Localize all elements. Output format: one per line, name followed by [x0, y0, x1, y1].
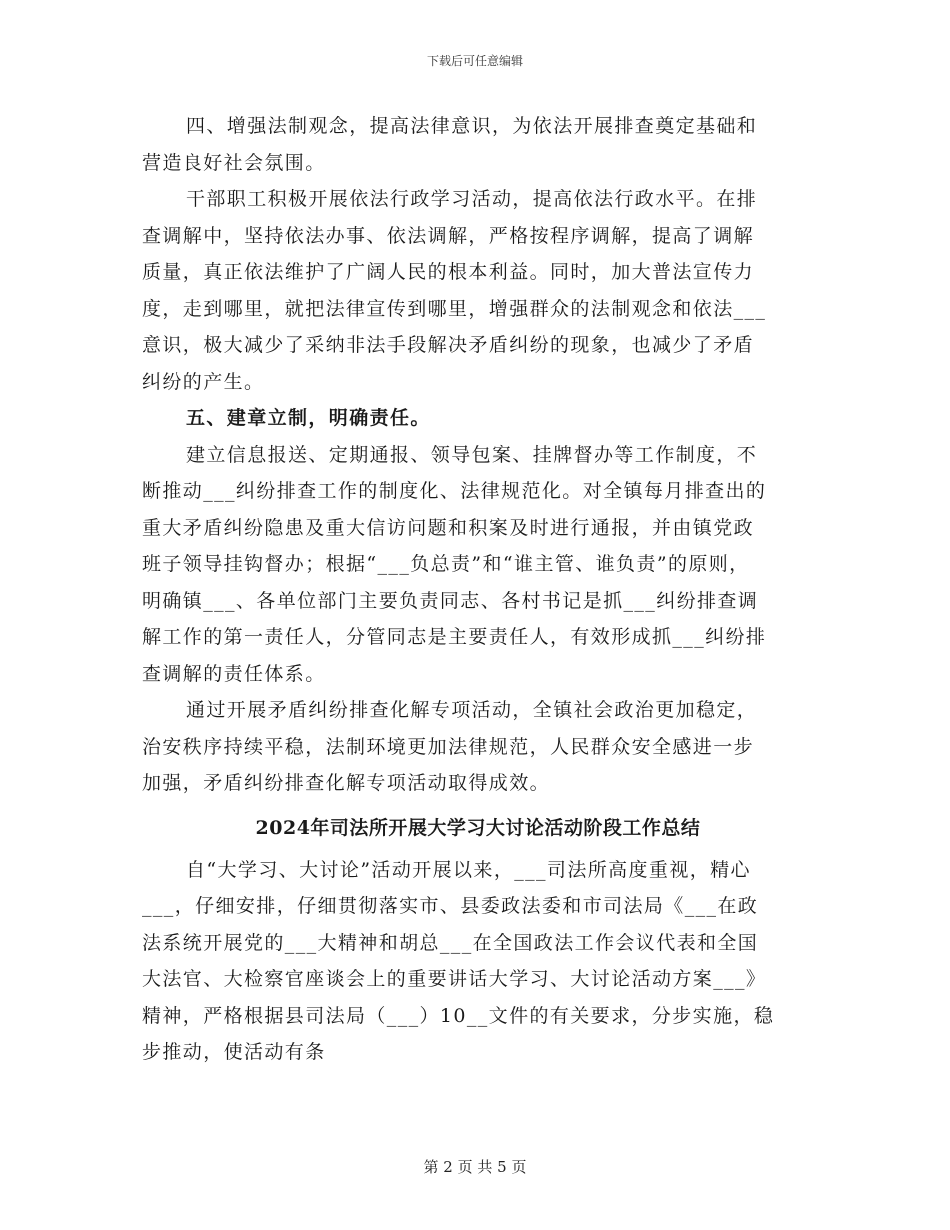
- article-title: 2024年司法所开展大学习大讨论活动阶段工作总结: [255, 816, 701, 839]
- section-5-body-line-3: 重大矛盾纠纷隐患及重大信访问题和积案及时进行通报，并由镇党政: [142, 516, 755, 539]
- page-header-note: 下载后可任意编辑: [426, 54, 523, 68]
- article-body-line-6: 步推动，使活动有条: [142, 1041, 326, 1063]
- section-4-body-line-4: 度，走到哪里，就把法律宣传到哪里，增强群众的法制观念和依法___: [142, 297, 767, 320]
- article-body-line-4: 大法官、大检察官座谈会上的重要讲话大学习、大讨论活动方案___》: [142, 968, 767, 990]
- section-4-body-line-2: 查调解中，坚持依法办事、依法调解，严格按程序调解，提高了调解: [142, 224, 755, 247]
- section-5-body-line-6: 解工作的第一责任人，分管同志是主要责任人，有效形成抓___纠纷排: [142, 626, 767, 648]
- section-4-body-line-3: 质量，真正依法维护了广阔人民的根本利益。同时，加大普法宣传力: [142, 261, 755, 283]
- section-5-heading: 五、建章立制，明确责任。: [186, 407, 431, 429]
- article-body-line-1: 自“大学习、大讨论”活动开展以来，___司法所高度重视，精心: [186, 858, 751, 881]
- section-4-heading-line-1: 四、增强法制观念，提高法律意识，为依法开展排查奠定基础和: [186, 115, 758, 137]
- section-5-body-line-7: 查调解的责任体系。: [142, 662, 326, 685]
- summary-line-1: 通过开展矛盾纠纷排查化解专项活动，全镇社会政治更加稳定，: [186, 699, 758, 721]
- section-4-heading-line-2: 营造良好社会氛围。: [142, 151, 326, 174]
- section-5-body-line-5: 明确镇___、各单位部门主要负责同志、各村书记是抓___纠纷排查调: [142, 589, 759, 612]
- document-body: [142, 108, 814, 1071]
- page-number-footer: 第 2 页 共 5 页: [423, 1158, 527, 1176]
- article-body-line-5: 精神，严格根据县司法局（___）10__文件的有关要求，分步实施，稳: [142, 1004, 775, 1027]
- section-4-body-line-1: 干部职工积极开展依法行政学习活动，提高依法行政水平。在排: [186, 188, 758, 210]
- summary-line-2: 治安秩序持续平稳，法制环境更加法律规范，人民群众安全感进一步: [142, 735, 755, 758]
- section-4-body-line-6: 纠纷的产生。: [142, 370, 265, 393]
- summary-line-3: 加强，矛盾纠纷排查化解专项活动取得成效。: [142, 772, 551, 794]
- section-5-body-line-1: 建立信息报送、定期通报、领导包案、挂牌督办等工作制度，不: [186, 443, 758, 466]
- section-5-body-line-4: 班子领导挂钩督办；根据“___负总责”和“谁主管、谁负责”的原则，: [142, 553, 750, 575]
- section-4-body-line-5: 意识，极大减少了采纳非法手段解决矛盾纠纷的现象，也减少了矛盾: [142, 334, 755, 356]
- article-body-line-2: ___，仔细安排，仔细贯彻落实市、县委政法委和市司法局《___在政: [142, 895, 759, 917]
- article-body-line-3: 法系统开展党的___大精神和胡总___在全国政法工作会议代表和全国: [142, 931, 759, 954]
- section-5-body-line-2: 断推动___纠纷排查工作的制度化、法律规范化。对全镇每月排查出的: [142, 480, 767, 502]
